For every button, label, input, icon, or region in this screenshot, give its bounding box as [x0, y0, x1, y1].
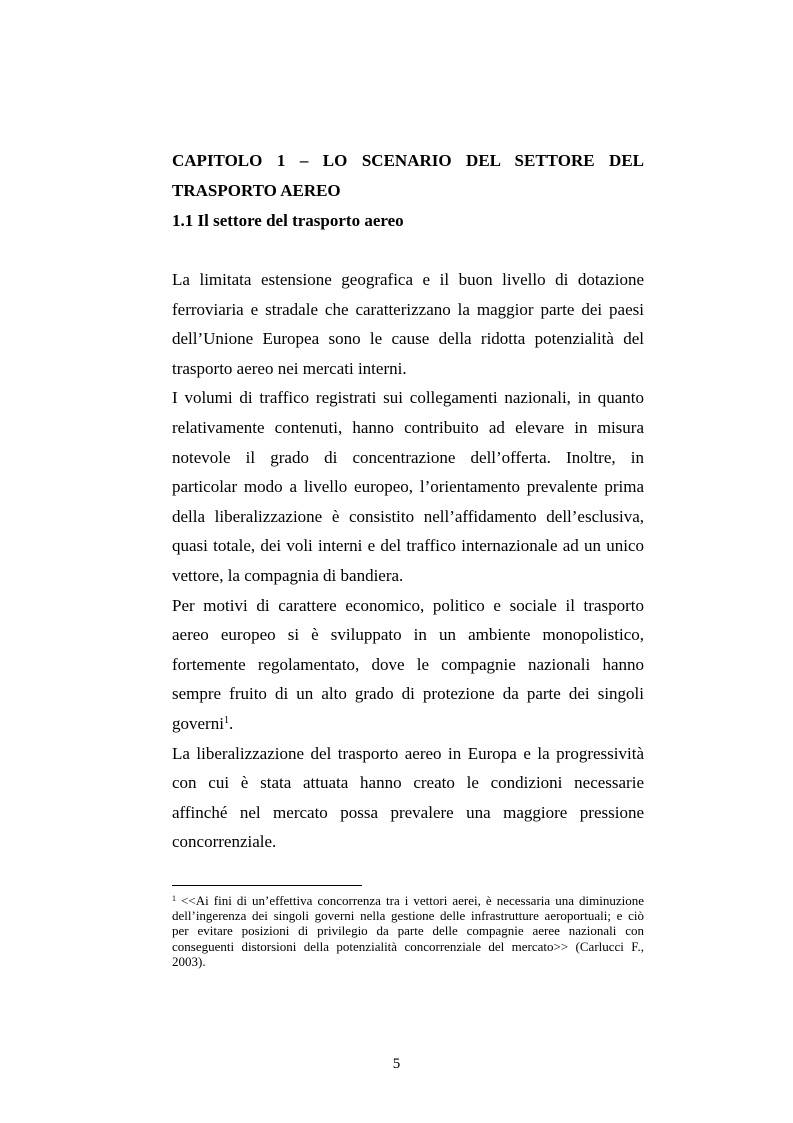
- section-title: 1.1 Il settore del trasporto aereo: [172, 211, 404, 230]
- text-line-fragment: governi: [172, 713, 224, 733]
- text-line: aereo europeo si è sviluppato in un ambiente monopolistico,: [172, 625, 644, 645]
- text-line: vettore, la compagnia di bandiera.: [172, 565, 404, 585]
- body-text: [172, 265, 644, 857]
- text-line: trasporto aereo nei mercati interni.: [172, 358, 407, 378]
- footnote-line: per evitare posizioni di privilegio da parte delle compagnie aeree nazionali con: [172, 923, 644, 939]
- text-line: fortemente regolamentato, dove le compagnie nazionali hanno: [172, 654, 644, 674]
- text-line: I volumi di traffico registrati sui collegamenti nazionali, in quanto: [172, 388, 644, 408]
- text-line: notevole il grado di concentrazione dell’offerta. Inoltre, in: [172, 447, 644, 467]
- text-line: con cui è stata attuata hanno creato le condizioni necessarie: [172, 773, 644, 793]
- footnote-line: [172, 893, 644, 908]
- chapter-title: [172, 146, 644, 206]
- paragraph-2: [172, 383, 644, 590]
- text-line: La limitata estensione geografica e il buon livello di dotazione: [172, 270, 644, 289]
- text-line-end: .: [228, 713, 234, 733]
- page-number: 5: [392, 1056, 401, 1072]
- text-line: particolar modo a livello europeo, l’orientamento prevalente prima: [172, 477, 644, 497]
- footnote: [172, 893, 644, 969]
- chapter-title-line-1: CAPITOLO 1 – LO SCENARIO DEL SETTORE DEL: [172, 151, 644, 170]
- paragraph-3: [172, 591, 644, 739]
- footnote-line: dell’ingerenza dei singoli governi nella gestione delle infrastrutture aeroportuali; e ciò: [172, 908, 644, 924]
- paragraph-1: [172, 265, 644, 383]
- text-line: sempre fruito di un alto grado di protezione da parte dei singoli: [172, 684, 644, 704]
- text-line: relativamente contenuti, hanno contribuito ad elevare in misura: [172, 417, 644, 437]
- text-line: affinché nel mercato possa prevalere una maggiore pressione: [172, 802, 644, 822]
- footnote-divider: [172, 885, 362, 886]
- footnote-line: 2003).: [172, 953, 206, 969]
- text-line: [172, 709, 644, 739]
- text-line: Per motivi di carattere economico, politico e sociale il trasporto: [172, 595, 644, 615]
- footnote-reference[interactable]: 1: [223, 714, 229, 726]
- text-line: della liberalizzazione è consistito nell’affidamento dell’esclusiva,: [172, 506, 644, 526]
- footnote-line-text: <<Ai fini di un’effettiva concorrenza tra i vettori aerei, è necessaria una diminuzione: [181, 893, 644, 908]
- text-line: quasi totale, dei voli interni e del traffico internazionale ad un unico: [172, 536, 644, 556]
- text-line: dell’Unione Europea sono le cause della ridotta potenzialità del: [172, 329, 644, 349]
- footnote-marker: 1: [172, 894, 176, 903]
- text-line: ferroviaria e stradale che caratterizzano la maggior parte dei paesi: [172, 299, 644, 319]
- text-line: La liberalizzazione del trasporto aereo in Europa e la progressività: [172, 743, 644, 763]
- paragraph-4: [172, 739, 644, 857]
- footnote-line: conseguenti distorsioni della potenzialità concorrenziale del mercato>> (Carlucci F.,: [172, 938, 644, 954]
- text-line: concorrenziale.: [172, 832, 277, 852]
- chapter-title-line-2: TRASPORTO AEREO: [172, 181, 341, 200]
